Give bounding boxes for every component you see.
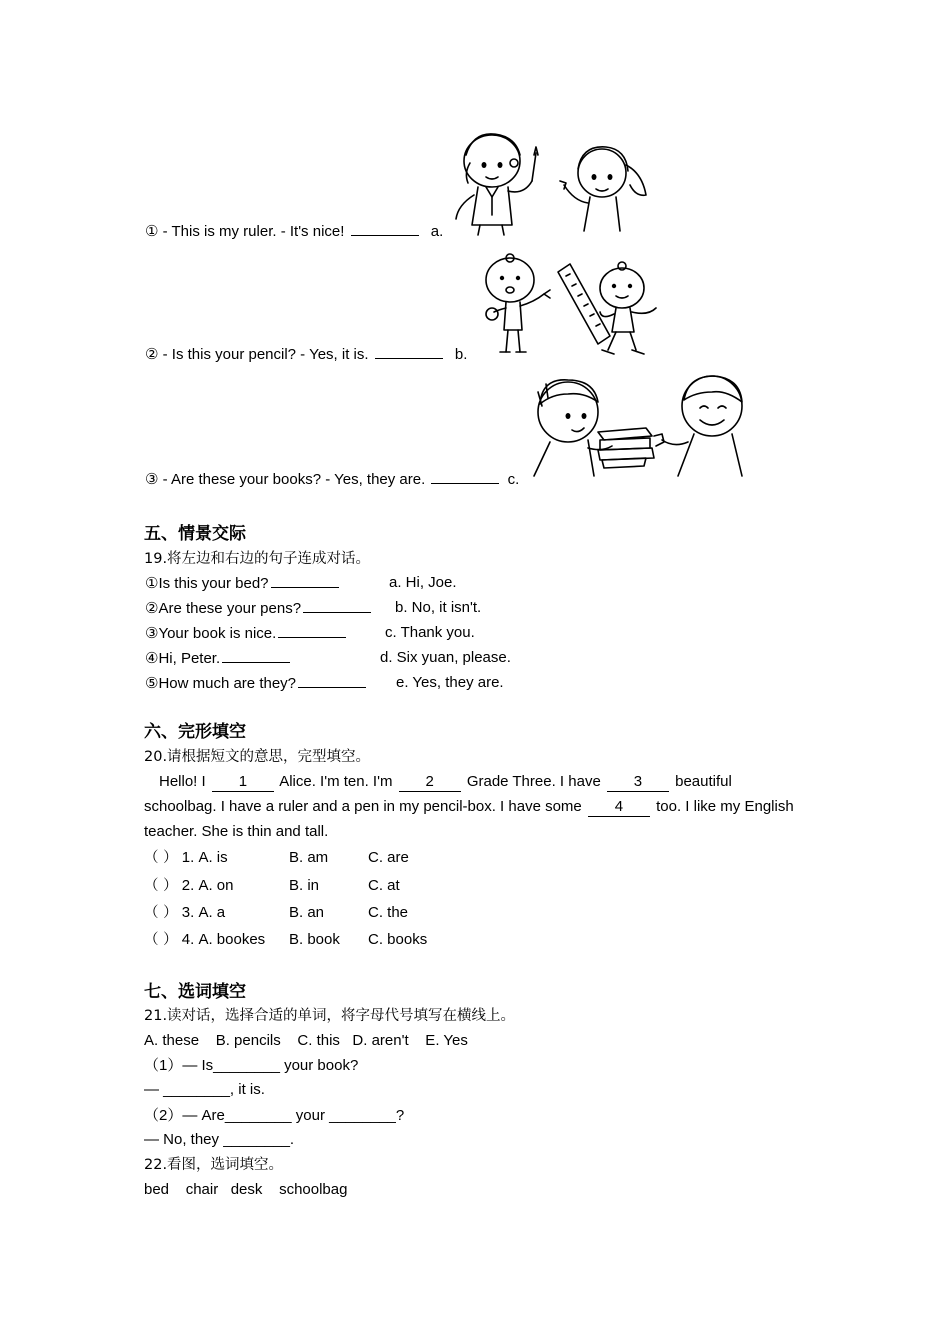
item-text: - Is this your pencil? - Yes, it is. <box>158 346 369 363</box>
answer-paren[interactable]: （ ） <box>144 878 178 894</box>
option-4-c[interactable]: C. books <box>368 931 428 948</box>
item-number: ③ <box>145 471 159 488</box>
q22-words: bed chair desk schoolbag <box>144 1181 348 1198</box>
answer-paren[interactable]: （ ） <box>144 905 178 921</box>
answer-blank[interactable] <box>298 673 366 688</box>
q19-right-c: c. Thank you. <box>385 624 475 641</box>
word-bank: A. these B. pencils C. this D. aren't E. Yes <box>144 1032 468 1049</box>
option-1-c[interactable]: C. are <box>368 849 409 866</box>
item-text: - Are these your books? - Yes, they are. <box>158 471 430 488</box>
girls-pencil-illustration <box>450 125 665 237</box>
q21-line-1[interactable]: （1）— Is________ your book? <box>144 1057 359 1074</box>
passage-line-2: schoolbag. I have a ruler and a pen in my pencil-box. I have some 4 too. I like my English <box>144 798 794 815</box>
boys-ruler-illustration <box>470 250 670 360</box>
answer-blank[interactable] <box>271 573 339 588</box>
item-letter: c. <box>507 471 520 488</box>
item-letter: a. <box>430 223 444 240</box>
q19-right-d: d. Six yuan, please. <box>380 649 511 666</box>
answer-paren[interactable]: （ ） <box>144 850 178 866</box>
q21-line-2[interactable]: — ________, it is. <box>144 1081 265 1098</box>
answer-blank[interactable] <box>222 648 290 663</box>
q19-right-b: b. No, it isn't. <box>395 599 482 616</box>
option-2-b[interactable]: B. in <box>289 877 320 894</box>
q19-left-4: ④Hi, Peter. <box>145 648 292 669</box>
match-item-3 <box>145 469 519 490</box>
passage-blank-2[interactable]: 2 <box>399 773 461 792</box>
q19-left-1: ①Is this your bed? <box>145 573 341 594</box>
passage-blank-3[interactable]: 3 <box>607 773 669 792</box>
q20-label: 20.请根据短文的意思，完型填空。 <box>144 749 371 765</box>
option-4-b[interactable]: B. book <box>289 931 340 948</box>
passage-line-3: teacher. She is thin and tall. <box>144 823 329 840</box>
passage-blank-1[interactable]: 1 <box>212 773 274 792</box>
answer-blank[interactable] <box>278 623 346 638</box>
q21-line-3[interactable]: （2）— Are________ your ________? <box>144 1107 405 1124</box>
q19-right-e: e. Yes, they are. <box>396 674 504 691</box>
item-number: ① <box>145 223 159 240</box>
section5-title: 五、情景交际 <box>144 524 246 544</box>
option-3-c[interactable]: C. the <box>368 904 409 921</box>
q21-label: 21.读对话，选择合适的单词，将字母代号填写在横线上。 <box>144 1008 516 1024</box>
option-row-1: （ ） 1. A. is <box>144 849 228 866</box>
item-text: - This is my ruler. - It's nice! <box>158 223 345 240</box>
answer-blank[interactable] <box>431 469 499 484</box>
q21-line-4[interactable]: — No, they ________. <box>144 1131 295 1148</box>
option-row-2: （ ） 2. A. on <box>144 877 234 894</box>
section6-title: 六、完形填空 <box>144 722 246 742</box>
item-number: ② <box>145 346 159 363</box>
section7-title: 七、选词填空 <box>144 982 246 1002</box>
option-1-b[interactable]: B. am <box>289 849 329 866</box>
option-3-b[interactable]: B. an <box>289 904 325 921</box>
match-item-2 <box>145 344 467 365</box>
q19-left-3: ③Your book is nice. <box>145 623 348 644</box>
passage-blank-4[interactable]: 4 <box>588 798 650 817</box>
q19-left-5: ⑤How much are they? <box>145 673 368 694</box>
q19-right-a: a. Hi, Joe. <box>389 574 457 591</box>
answer-blank[interactable] <box>351 221 419 236</box>
q22-label: 22.看图，选词填空。 <box>144 1157 284 1173</box>
answer-blank[interactable] <box>375 344 443 359</box>
boys-books-illustration <box>528 372 748 482</box>
option-row-3: （ ） 3. A. a <box>144 904 226 921</box>
passage-line-1: Hello! I 1 Alice. I'm ten. I'm 2 Grade Three. I have 3 beautiful <box>159 773 732 790</box>
answer-blank[interactable] <box>303 598 371 613</box>
match-item-1 <box>145 221 443 242</box>
item-letter: b. <box>454 346 468 363</box>
option-row-4: （ ） 4. A. bookes <box>144 931 266 948</box>
q19-label: 19.将左边和右边的句子连成对话。 <box>144 551 371 567</box>
answer-paren[interactable]: （ ） <box>144 932 178 948</box>
q19-left-2: ②Are these your pens? <box>145 598 373 619</box>
option-2-c[interactable]: C. at <box>368 877 400 894</box>
